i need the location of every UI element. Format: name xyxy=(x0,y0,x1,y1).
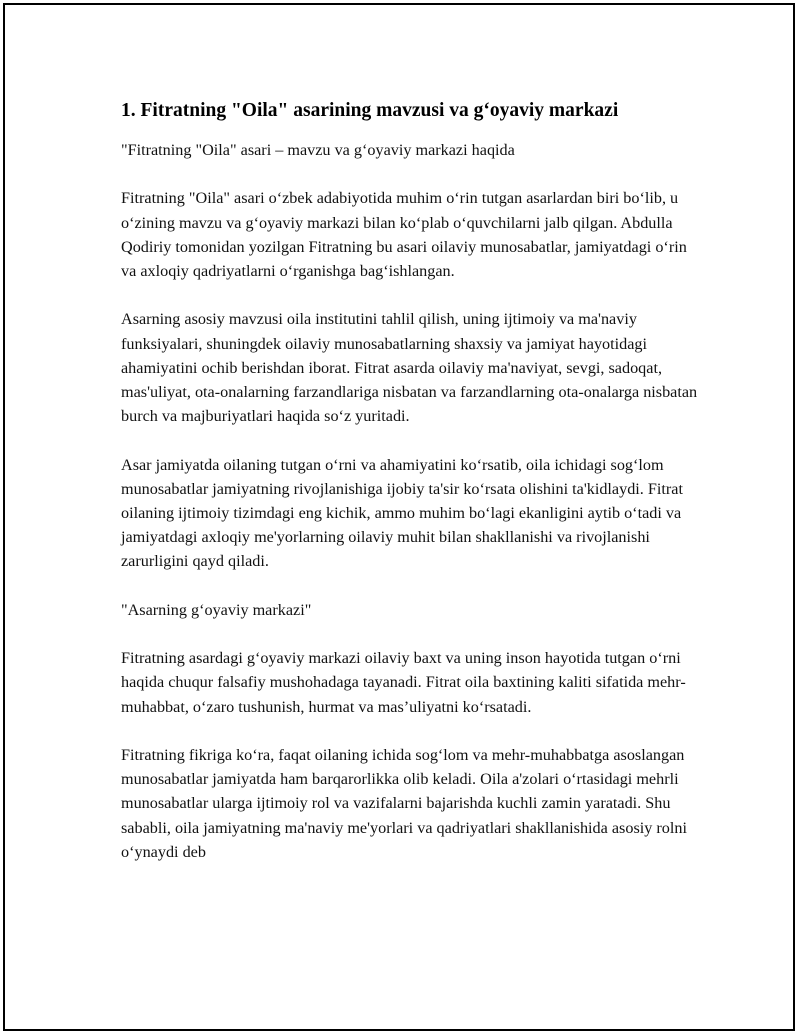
paragraph-main-theme: Asarning asosiy mavzusi oila institutini tahlil qilish, uning ijtimoiy va ma'naviy funksiyalari, shuningdek oilaviy munosabatlarning shaxsiy va jamiyat hayotidagi ahamiyatini ochib berishdan iborat. Fitrat asarda oilaviy ma'naviyat, sevgi, sadoqat, mas'uliyat, ota-onalarning farzandlariga nisbatan va farzandlarning ota-onalarga nisbatan burch va majburiyatlari haqida so‘z yuritadi. xyxy=(121,310,698,426)
section-heading-ideological-center: "Asarning g‘oyaviy markazi" xyxy=(121,600,312,619)
document-body xyxy=(121,96,701,888)
document-title: 1. Fitratning "Oila" asarining mavzusi va g‘oyaviy markazi xyxy=(121,100,619,121)
page-frame xyxy=(3,3,795,1031)
paragraph-ideological-center: Fitratning asardagi g‘oyaviy markazi oilaviy baxt va uning inson hayotida tutgan o‘rni haqida chuqur falsafiy mushohadaga tayanadi. Fitrat oila baxtining kaliti sifatida mehr-muhabbat, o‘zaro tushunish, hurmat va mas’uliyatni ko‘rsatadi. xyxy=(121,649,686,716)
paragraph-subtitle: "Fitratning "Oila" asari – mavzu va g‘oyaviy markazi haqida xyxy=(121,141,515,159)
paragraph-fitrat-opinion: Fitratning fikriga ko‘ra, faqat oilaning ichida sog‘lom va mehr-muhabbatga asoslangan munosabatlar jamiyatda ham barqarorlikka olib keladi. Oila a'zolari o‘rtasidagi mehrli munosabatlar ularga ijtimoiy rol va vazifalarni bajarishda kuchli zamin yaratadi. Shu sababli, oila jamiyatning ma'naviy me'yorlari va qadriyatlari shakllanishida asosiy rolni o‘ynaydi deb xyxy=(121,745,687,861)
paragraph-society-role: Asar jamiyatda oilaning tutgan o‘rni va ahamiyatini ko‘rsatib, oila ichidagi sog‘lom munosabatlar jamiyatning rivojlanishiga ijobiy ta'sir ko‘rsata olishini ta'kidlaydi. Fitrat oilaning ijtimoiy tizimdagi eng kichik, ammo muhim bo‘lagi ekanligini aytib o‘tadi va jamiyatdagi axloqiy me'yorlarning oilaviy muhit bilan shakllanishi va rivojlanishi zarurligini qayd qiladi. xyxy=(121,455,683,571)
paragraph-intro: Fitratning "Oila" asari o‘zbek adabiyotida muhim o‘rin tutgan asarlardan biri bo‘lib, u o‘zining mavzu va g‘oyaviy markazi bilan ko‘plab o‘quvchilarni jalb qilgan. Abdulla Qodiriy tomonidan yozilgan Fitratning bu asari oilaviy munosabatlar, jamiyatdagi o‘rin va axloqiy qadriyatlarni o‘rganishga bag‘ishlangan. xyxy=(121,189,687,280)
